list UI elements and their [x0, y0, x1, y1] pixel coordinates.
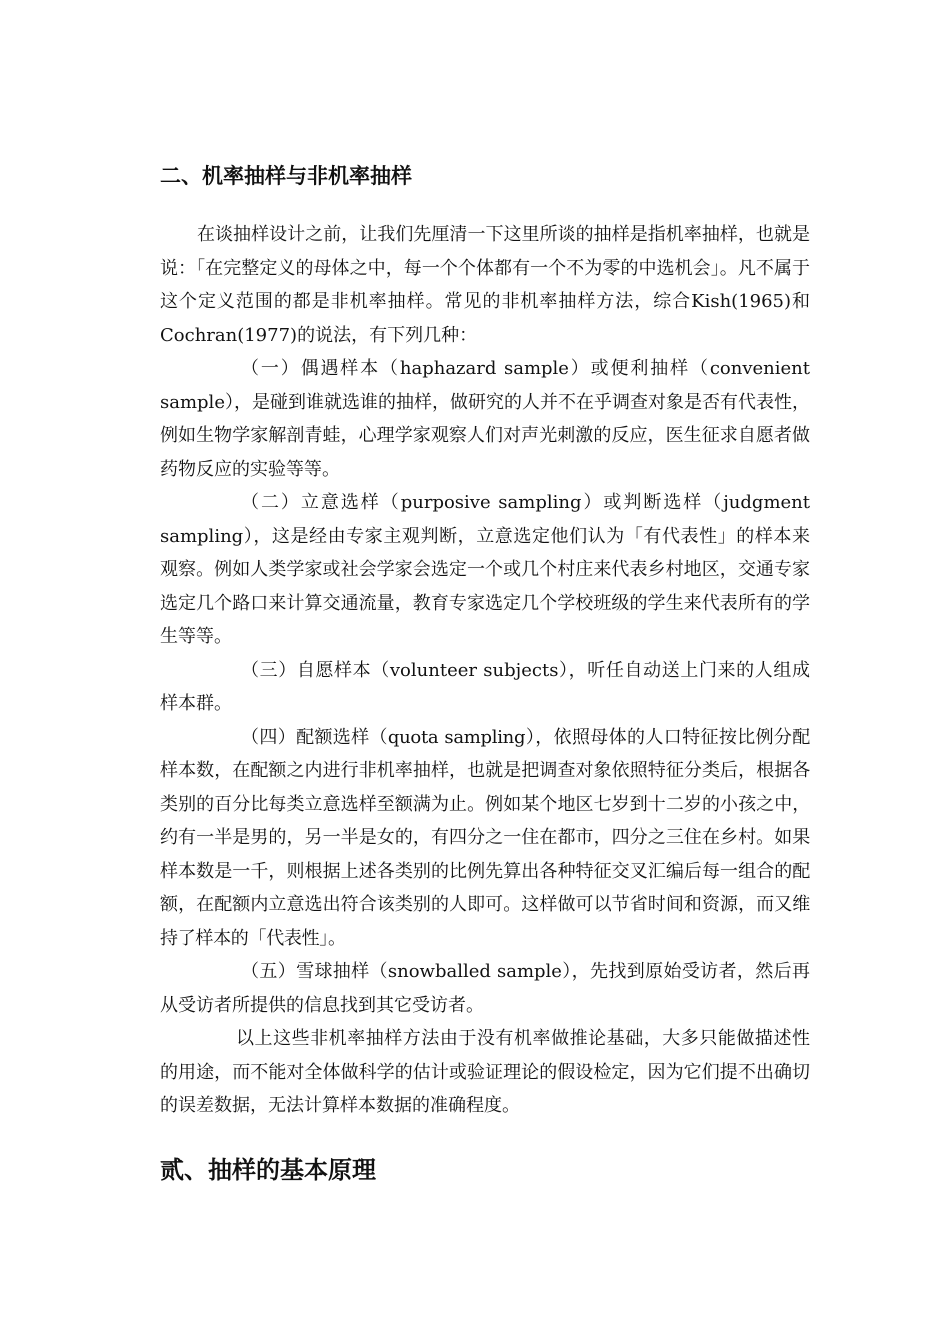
paragraph-quota-sampling: （四）配额选样（quota sampling），依照母体的人口特征按比例分配样本数，在配额之内进行非机率抽样，也就是把调查对象依照特征分类后，根据各类别的百分比每类立意选样至额满为止。例如某个地区七岁到十二岁的小孩之中，约有一半是男的，另一半是女的，有四分之一住在都市，四分之三住在乡村。如果样本数是一千，则根据上述各类别的比例先算出各种特征交叉汇编后每一组合的配额，在配额内立意选出符合该类别的人即可。这样做可以节省时间和资源，而又维持了样本的「代表性」。: [160, 726, 810, 949]
paragraph-summary: 以上这些非机率抽样方法由于没有机率做推论基础，大多只能做描述性的用途，而不能对全体做科学的估计或验证理论的假设检定，因为它们提不出确切的误差数据，无法计算样本数据的准确程度。: [160, 1028, 810, 1116]
paragraph-snowball-sample: （五）雪球抽样（snowballed sample），先找到原始受访者，然后再从受访者所提供的信息找到其它受访者。: [160, 961, 810, 1016]
paragraph-intro: 在谈抽样设计之前，让我们先厘清一下这里所谈的抽样是指机率抽样，也就是说：「在完整定义的母体之中，每一个个体都有一个不为零的中选机会」。凡不属于这个定义范围的都是非机率抽样。常见的非机率抽样方法，综合Kish(1965)和Cochran(1977)的说法，有下列几种：: [160, 224, 810, 346]
paragraph-volunteer-subjects: （三）自愿样本（volunteer subjects），听任自动送上门来的人组成样本群。: [160, 659, 810, 714]
paragraph-purposive-sampling: （二）立意选样（purposive sampling）或判断选样（judgment sampling），这是经由专家主观判断，立意选定他们认为「有代表性」的样本来观察。例如人类学家或社会学家会选定一个或几个村庄来代表乡村地区，交通专家选定几个路口来计算交通流量，教育专家选定几个学校班级的学生来代表所有的学生等等。: [160, 492, 810, 647]
next-section-heading: 贰、抽样的基本原理: [160, 1156, 376, 1184]
section-heading: 二、机率抽样与非机率抽样: [160, 164, 412, 188]
paragraph-haphazard-sample: （一）偶遇样本（haphazard sample）或便利抽样（convenient sample），是碰到谁就选谁的抽样，做研究的人并不在乎调查对象是否有代表性，例如生物学家解剖青蛙，心理学家观察人们对声光刺激的反应，医生征求自愿者做药物反应的实验等等。: [160, 358, 810, 480]
section-body: [160, 218, 810, 1123]
